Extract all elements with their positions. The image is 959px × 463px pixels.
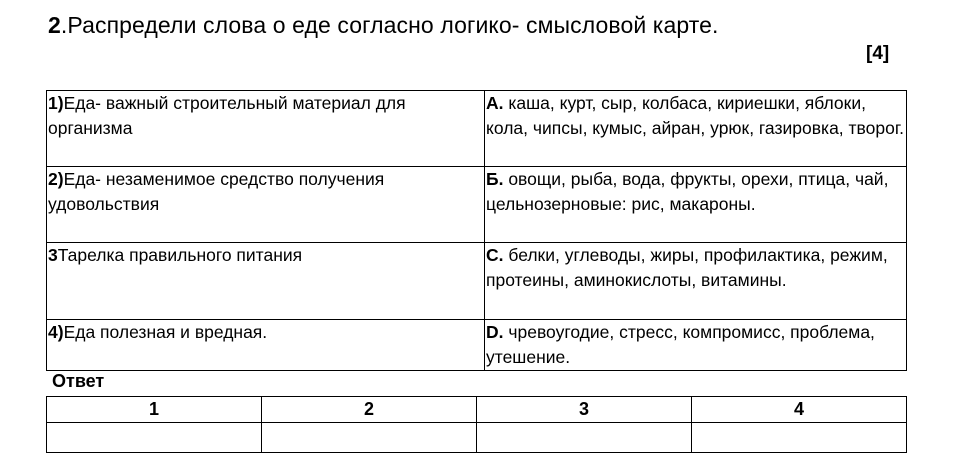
answer-cell[interactable] [262, 423, 477, 453]
statement-cell [47, 91, 485, 167]
table-row [47, 91, 907, 167]
answer-header-row [47, 397, 907, 423]
statement-number: 4) [48, 322, 64, 342]
table-row [47, 167, 907, 243]
statement-text: Еда- незаменимое средство получения удовольствия [48, 169, 385, 214]
answer-column-header: 4 [692, 397, 907, 423]
table-row [47, 243, 907, 320]
answer-cell[interactable] [477, 423, 692, 453]
statement-text: Еда- важный строительный материал для организма [48, 93, 406, 138]
statement-text: Тарелка правильного питания [57, 245, 303, 265]
word-group-cell [485, 167, 907, 243]
matching-table [46, 90, 907, 371]
statement-number: 3 [48, 245, 58, 265]
statement-cell [47, 167, 485, 243]
answer-cell[interactable] [47, 423, 262, 453]
word-group-cell [485, 320, 907, 371]
answer-column-header: 3 [477, 397, 692, 423]
task-title [48, 12, 719, 39]
statement-cell [47, 243, 485, 320]
word-group-cell [485, 243, 907, 320]
word-group-cell [485, 91, 907, 167]
group-words: белки, углеводы, жиры, профилактика, режим, протеины, аминокислоты, витамины. [486, 245, 888, 290]
statement-number: 1) [48, 93, 64, 113]
statement-text: Еда полезная и вредная. [63, 322, 268, 342]
group-letter: Б. [486, 169, 504, 189]
statement-cell [47, 320, 485, 371]
group-letter: С. [486, 245, 504, 265]
answer-label: Ответ [52, 371, 105, 391]
group-letter: D. [486, 322, 504, 342]
task-text: .Распредели слова о еде согласно логико- смысловой карте. [60, 12, 719, 38]
score-badge: [4] [866, 43, 890, 64]
table-row [47, 320, 907, 371]
task-number: 2 [48, 12, 61, 38]
group-words: каша, курт, сыр, колбаса, кириешки, яблоки, кола, чипсы, кумыс, айран, урюк, газировка, творог. [486, 93, 904, 138]
answer-cell[interactable] [692, 423, 907, 453]
group-letter: А. [486, 93, 504, 113]
statement-number: 2) [48, 169, 64, 189]
answer-column-header: 2 [262, 397, 477, 423]
answer-table [46, 396, 907, 453]
answer-input-row [47, 423, 907, 453]
answer-column-header: 1 [47, 397, 262, 423]
group-words: чревоугодие, стресс, компромисс, проблема, утешение. [486, 322, 875, 367]
group-words: овощи, рыба, вода, фрукты, орехи, птица, чай, цельнозерновые: рис, макароны. [486, 169, 889, 214]
